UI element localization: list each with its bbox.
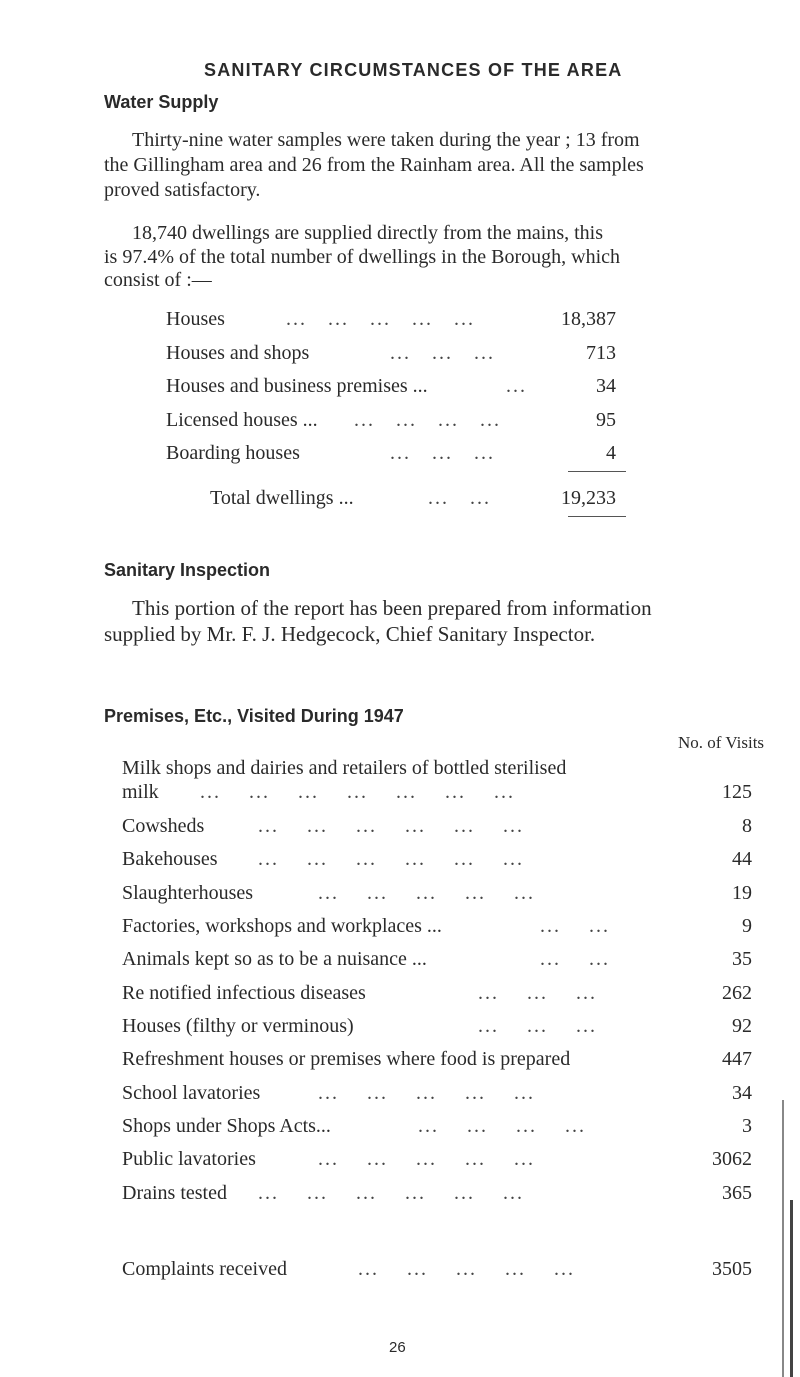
leader-dots: ... ... ... xyxy=(478,1015,597,1037)
premises-row xyxy=(122,882,752,908)
premises-value: 92 xyxy=(732,1015,752,1037)
water-para2-line3: consist of :— xyxy=(104,269,212,291)
dwelling-value: 95 xyxy=(596,409,616,431)
premises-value: 125 xyxy=(722,781,752,803)
dwelling-label: Houses and business premises ... xyxy=(166,375,428,397)
premises-label: Animals kept so as to be a nuisance ... xyxy=(122,948,427,970)
dwelling-row xyxy=(166,342,626,368)
dwelling-row xyxy=(166,308,626,334)
page-number: 26 xyxy=(389,1339,406,1356)
dwelling-value: 18,387 xyxy=(561,308,616,330)
premises-value: 262 xyxy=(722,982,752,1004)
premises-label: Cowsheds xyxy=(122,815,205,837)
visits-column-header: No. of Visits xyxy=(678,733,765,752)
dwelling-value: 713 xyxy=(586,342,616,364)
premises-row xyxy=(122,915,752,941)
premises-value: 447 xyxy=(722,1048,752,1070)
page-title: SANITARY CIRCUMSTANCES OF THE AREA xyxy=(204,60,623,80)
water-para1-line1: Thirty-nine water samples were taken during the year ; 13 from xyxy=(132,129,640,151)
premises-value: 19 xyxy=(732,882,752,904)
leader-dots: ... ... ... ... ... ... xyxy=(258,1182,524,1204)
premises-label: School lavatories xyxy=(122,1082,261,1104)
leader-dots: ... ... ... ... ... xyxy=(318,1082,535,1104)
complaints-row xyxy=(122,1258,752,1284)
premises-row xyxy=(122,982,752,1008)
inspection-para-line2: supplied by Mr. F. J. Hedgecock, Chief Sanitary Inspector. xyxy=(104,622,596,646)
total-row xyxy=(210,487,626,513)
leader-dots: ... ... ... ... xyxy=(354,409,501,431)
complaints-value: 3505 xyxy=(712,1258,752,1280)
dwelling-value: 4 xyxy=(606,442,616,464)
inspection-para-line1: This portion of the report has been prepared from information xyxy=(132,596,652,620)
premises-row xyxy=(122,1182,752,1208)
dwelling-value: 34 xyxy=(596,375,616,397)
total-rule-bottom xyxy=(568,516,626,517)
premises-row xyxy=(122,815,752,841)
premises-label: Re notified infectious diseases xyxy=(122,982,366,1004)
water-supply-heading: Water Supply xyxy=(104,92,219,112)
page-edge-shadow xyxy=(790,1200,793,1377)
premises-row xyxy=(122,1148,752,1174)
premises-row xyxy=(122,1015,752,1041)
premises-label: Public lavatories xyxy=(122,1148,256,1170)
dwelling-label: Licensed houses ... xyxy=(166,409,318,431)
premises-label: Bakehouses xyxy=(122,848,218,870)
leader-dots: ... ... ... xyxy=(390,442,495,464)
complaints-label: Complaints received xyxy=(122,1258,287,1280)
leader-dots: ... ... ... ... ... xyxy=(318,882,535,904)
leader-dots: ... xyxy=(506,375,527,397)
leader-dots: ... ... ... xyxy=(478,982,597,1004)
leader-dots: ... ... ... ... ... ... xyxy=(258,848,524,870)
premises-value: 8 xyxy=(742,815,752,837)
premises-label: Houses (filthy or verminous) xyxy=(122,1015,354,1037)
water-para2-line2: is 97.4% of the total number of dwellings in the Borough, which xyxy=(104,246,621,268)
water-para1-line3: proved satisfactory. xyxy=(104,179,261,201)
total-value: 19,233 xyxy=(561,487,616,509)
premises-row xyxy=(122,848,752,874)
leader-dots: ... ... xyxy=(540,915,610,937)
premises-label: Shops under Shops Acts... xyxy=(122,1115,331,1137)
page-edge-shadow xyxy=(782,1100,784,1377)
dwelling-label: Houses and shops xyxy=(166,342,310,364)
milk-row-line1: Milk shops and dairies and retailers of bottled sterilised xyxy=(122,757,567,779)
premises-label: milk xyxy=(122,781,159,803)
premises-value: 35 xyxy=(732,948,752,970)
leader-dots: ... ... ... ... ... xyxy=(318,1148,535,1170)
dwelling-label: Boarding houses xyxy=(166,442,300,464)
leader-dots: ... ... xyxy=(540,948,610,970)
premises-heading: Premises, Etc., Visited During 1947 xyxy=(104,706,404,726)
water-para2-line1: 18,740 dwellings are supplied directly from the mains, this xyxy=(132,222,604,244)
leader-dots: ... ... ... ... xyxy=(418,1115,586,1137)
premises-label: Slaughterhouses xyxy=(122,882,254,904)
dwelling-row xyxy=(166,375,626,401)
premises-row xyxy=(122,1048,752,1074)
premises-label: Drains tested xyxy=(122,1182,227,1204)
premises-label: Factories, workshops and workplaces ... xyxy=(122,915,442,937)
premises-value: 3062 xyxy=(712,1148,752,1170)
premises-value: 365 xyxy=(722,1182,752,1204)
premises-row xyxy=(122,1082,752,1108)
leader-dots: ... ... ... ... ... xyxy=(358,1258,575,1280)
total-label: Total dwellings ... xyxy=(210,487,354,509)
sanitary-inspection-heading: Sanitary Inspection xyxy=(104,560,271,580)
premises-label: Refreshment houses or premises where food is prepared xyxy=(122,1048,571,1070)
dwelling-row xyxy=(166,409,626,435)
leader-dots: ... ... ... ... ... xyxy=(286,308,475,330)
premises-value: 9 xyxy=(742,915,752,937)
leader-dots: ... ... ... xyxy=(390,342,495,364)
premises-row xyxy=(122,948,752,974)
premises-row xyxy=(122,1115,752,1141)
dwelling-row xyxy=(166,442,626,468)
leader-dots: ... ... ... ... ... ... xyxy=(258,815,524,837)
premises-value: 3 xyxy=(742,1115,752,1137)
premises-value: 44 xyxy=(732,848,752,870)
premises-row xyxy=(122,781,752,807)
leader-dots: ... ... ... ... ... ... ... xyxy=(200,781,515,803)
leader-dots: ... ... xyxy=(428,487,491,509)
total-rule-top xyxy=(568,471,626,472)
dwelling-label: Houses xyxy=(166,308,225,330)
water-para1-line2: the Gillingham area and 26 from the Rainham area. All the samples xyxy=(104,154,644,176)
premises-value: 34 xyxy=(732,1082,752,1104)
